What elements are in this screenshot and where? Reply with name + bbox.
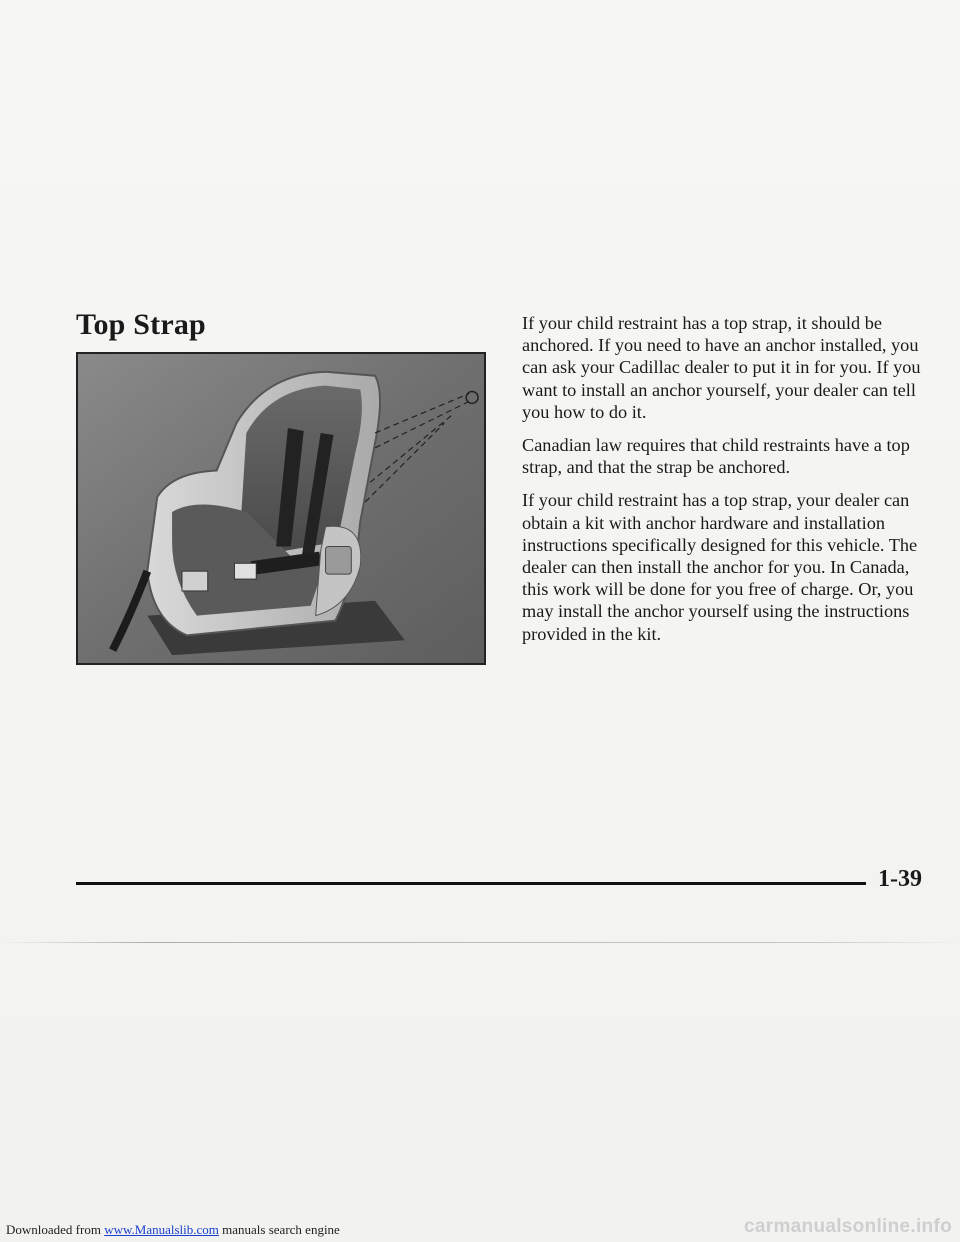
paragraph-anchor-install: If your child restraint has a top strap, it should be anchored. If you need to have an anchor installed, you can ask your Cadillac dealer to put it in for you. If you want to install an anchor yourself, your dealer can tell you how to do it. bbox=[522, 313, 921, 422]
download-banner bbox=[6, 1222, 340, 1238]
child-seat-top-strap-illustration bbox=[78, 354, 484, 663]
scan-edge-line bbox=[0, 942, 960, 943]
banner-suffix: manuals search engine bbox=[218, 1222, 340, 1237]
banner-prefix: Downloaded from bbox=[6, 1222, 105, 1237]
child-seat-figure bbox=[76, 352, 486, 665]
body-text bbox=[522, 312, 932, 656]
manualslib-link[interactable]: www.Manualslib.com bbox=[104, 1222, 219, 1237]
section-title: Top Strap bbox=[76, 308, 206, 341]
page-number: 1-39 bbox=[878, 866, 922, 892]
paragraph-canadian-law: Canadian law requires that child restraints have a top strap, and that the strap be anchored. bbox=[522, 435, 910, 478]
watermark: carmanualsonline.info bbox=[744, 1216, 952, 1237]
footer-rule bbox=[76, 882, 866, 885]
paragraph-anchor-kit: If your child restraint has a top strap, your dealer can obtain a kit with anchor hardware and installation instructions specifically designed for this vehicle. The dealer can then install the anchor for you. In Canada, this work will be done for you free of charge. Or, you may install the anchor yourself using the instructions provided in the kit. bbox=[522, 490, 918, 644]
